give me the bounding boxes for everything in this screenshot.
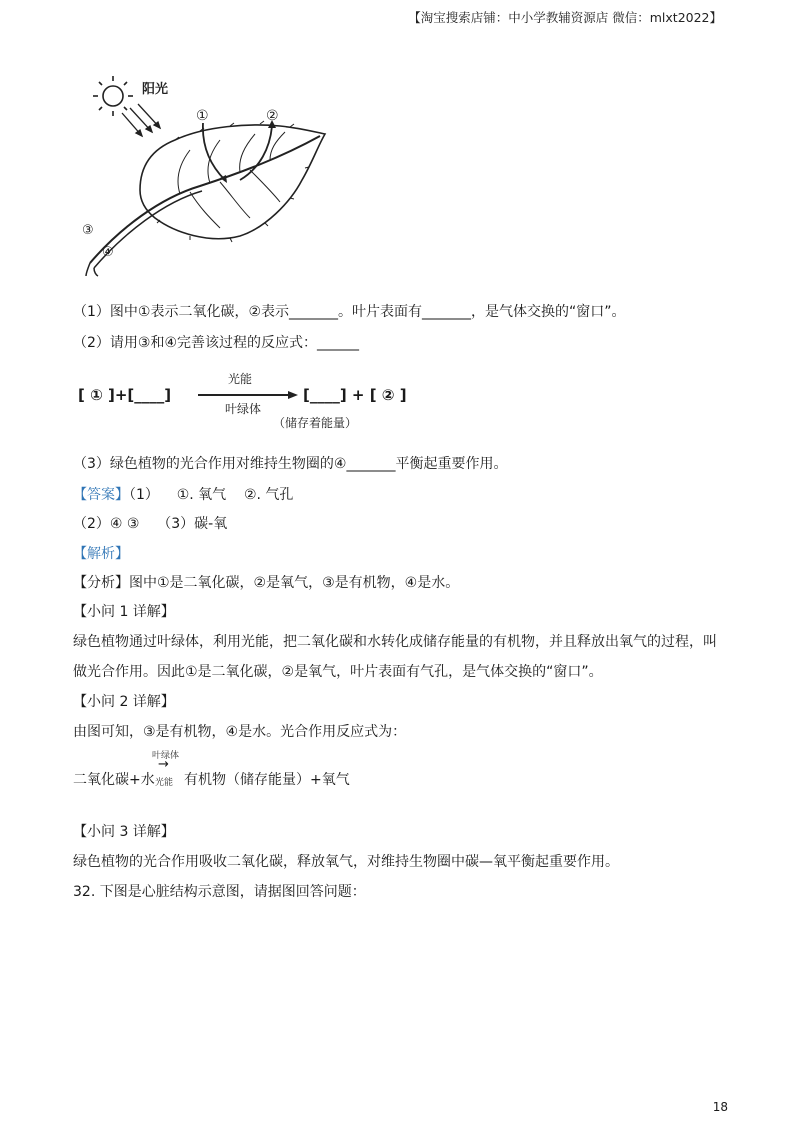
equation-storage-note: （储存着能量）	[273, 416, 358, 430]
equation-under-arrow: 叶绿体	[225, 402, 262, 416]
label-2: ②	[266, 108, 279, 124]
page-number: 18	[712, 1100, 728, 1114]
equation-right: [____] + [ ② ]	[303, 386, 407, 404]
reaction-left: 二氧化碳+水	[73, 772, 155, 788]
sub2-title: 【小问 2 详解】	[73, 694, 175, 710]
answer-1: （1） ①. 氧气 ②. 气孔	[129, 487, 294, 503]
answer-row-1	[73, 485, 293, 505]
leaf-photosynthesis-figure	[80, 68, 350, 278]
label-4: ④	[102, 245, 114, 260]
sub1-line-2: 做光合作用。因此①是二氧化碳，②是氧气，叶片表面有气孔，是气体交换的“窗口”。	[73, 664, 603, 680]
reaction-bottom: 光能	[155, 778, 174, 788]
question-1: （1）图中①表示二氧化碳，②表示_______。叶片表面有_______，是气体交换的“窗口”。	[73, 304, 626, 320]
equation-left: [ ① ]+[____]	[78, 386, 172, 404]
sub3-title: 【小问 3 详解】	[73, 824, 175, 840]
sun-label: 阳光	[142, 82, 169, 97]
reaction-top: 叶绿体	[152, 751, 180, 761]
label-3: ③	[82, 223, 94, 238]
sub1-title: 【小问 1 详解】	[73, 604, 175, 620]
co2-arrow	[203, 123, 227, 183]
reaction-right: 有机物（储存能量）+氧气	[184, 772, 350, 788]
equation-figure	[78, 370, 438, 440]
sub2-line-1: 由图可知，③是有机物，④是水。光合作用反应式为：	[73, 724, 407, 740]
sub1-line-1: 绿色植物通过叶绿体，利用光能，把二氧化碳和水转化成储存能量的有机物，并且释放出氧气的过程，叫	[73, 634, 717, 650]
page-header: 【淘宝搜索店铺：中小学教辅资源店 微信：mlxt2022】	[408, 10, 722, 25]
reaction-arrow-icon: →	[158, 757, 169, 772]
question-32: 32. 下图是心脏结构示意图，请据图回答问题：	[73, 884, 366, 900]
analysis-tag: 【解析】	[73, 546, 129, 562]
equation-over-arrow: 光能	[228, 372, 253, 386]
question-2: （2）请用③和④完善该过程的反应式：______	[73, 335, 360, 351]
answer-2: （2）④ ③ （3）碳-氧	[73, 516, 228, 532]
answer-tag: 【答案】	[73, 487, 129, 503]
sun-icon	[93, 76, 133, 116]
sub3-line-1: 绿色植物的光合作用吸收二氧化碳，释放氧气，对维持生物圈中碳—氧平衡起重要作用。	[73, 854, 619, 870]
question-3: （3）绿色植物的光合作用对维持生物圈的④_______平衡起重要作用。	[73, 456, 508, 472]
equation-arrow-icon	[198, 390, 298, 400]
label-1: ①	[196, 108, 209, 124]
leaf-outline	[140, 125, 325, 239]
analysis-text: 【分析】图中①是二氧化碳，②是氧气，③是有机物，④是水。	[73, 575, 460, 591]
sunlight-arrows	[122, 104, 160, 136]
